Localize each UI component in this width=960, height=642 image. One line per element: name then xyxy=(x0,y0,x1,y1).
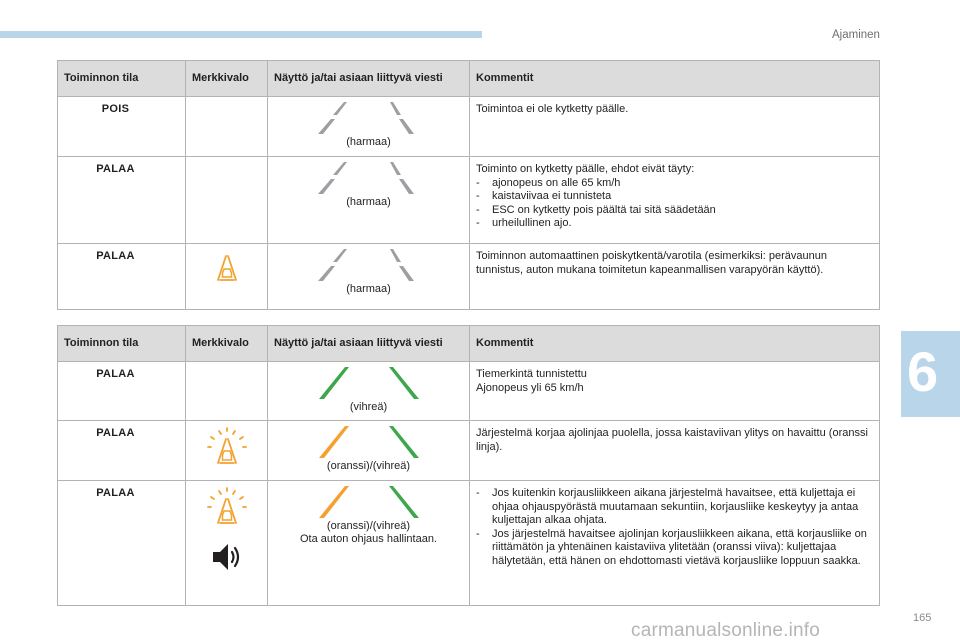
lane-lines-grey-icon xyxy=(314,161,424,195)
list-item: - kaistaviivaa ei tunnisteta xyxy=(476,190,873,204)
table-row xyxy=(58,481,880,606)
state-label: PALAA xyxy=(96,487,135,499)
comment-list xyxy=(476,487,873,568)
comment-cell xyxy=(470,481,880,606)
column-header-state: Toiminnon tila xyxy=(58,326,186,362)
list-item: - Jos kuitenkin korjausliikkeen aikana järjestelmä havaitsee, että kuljettaja ei ohjaa ohjauspyörästä muutamaan sekuntiin, korjausliike keskeytyy ja antaa kuljettajan alkaa ohjata. xyxy=(476,487,873,528)
list-item: - urheilullinen ajo. xyxy=(476,217,873,231)
column-header-display: Näyttö ja/tai asiaan liittyvä viesti xyxy=(268,61,470,97)
display-caption: (harmaa) xyxy=(346,196,391,208)
state-label: POIS xyxy=(101,103,130,115)
lane-lines-green-icon xyxy=(314,366,424,400)
table-header-row xyxy=(58,326,880,362)
comment-line: Ajonopeus yli 65 km/h xyxy=(476,381,584,394)
display-caption: (vihreä) xyxy=(349,401,388,413)
table-row xyxy=(58,421,880,481)
page-number: 165 xyxy=(913,612,932,624)
list-item: - ESC on kytketty pois päältä tai sitä säädetään xyxy=(476,204,873,218)
section-title: Ajaminen xyxy=(832,29,880,41)
table-row xyxy=(58,97,880,157)
status-table-1 xyxy=(57,60,880,310)
lane-lines-orange-green-icon xyxy=(314,425,424,459)
display-caption: (oranssi)/(vihreä) xyxy=(326,520,411,532)
comment-cell xyxy=(470,362,880,421)
header-bar xyxy=(0,31,482,38)
status-table-2 xyxy=(57,325,880,606)
indicator-cell-empty xyxy=(186,362,268,421)
column-header-comments: Kommentit xyxy=(470,61,880,97)
state-label: PALAA xyxy=(96,368,135,380)
list-item: - ajonopeus on alle 65 km/h xyxy=(476,177,873,191)
comment-cell: Toimintoa ei ole kytketty päälle. xyxy=(470,97,880,157)
column-header-display: Näyttö ja/tai asiaan liittyvä viesti xyxy=(268,326,470,362)
display-message: Ota auton ohjaus hallintaan. xyxy=(300,533,437,545)
lane-warning-icon xyxy=(209,250,245,284)
watermark: carmanualsonline.info xyxy=(631,620,821,641)
column-header-indicator: Merkkivalo xyxy=(186,326,268,362)
column-header-state: Toiminnon tila xyxy=(58,61,186,97)
lane-active-warning-icon xyxy=(205,487,249,527)
comment-text: Toiminto on kytketty päälle, ehdot eivät täyty: xyxy=(476,163,695,175)
list-item: - Jos järjestelmä havaitsee ajolinjan korjausliikkeen aikana, että korjausliike on riittämätön ja yhtenäinen kaistaviiva ylitetään (oranssi viiva): kuljettajaa hälytetään, että hänen on ehdottomasti vietävä korjausliike loppuun saakka. xyxy=(476,528,873,569)
table-header-row xyxy=(58,61,880,97)
table-row xyxy=(58,157,880,244)
table-row xyxy=(58,362,880,421)
lane-lines-grey-icon xyxy=(314,101,424,135)
chapter-tab xyxy=(901,331,960,417)
table-row xyxy=(58,244,880,310)
column-header-comments: Kommentit xyxy=(470,326,880,362)
comment-line: Tiemerkintä tunnistettu xyxy=(476,368,587,380)
column-header-indicator: Merkkivalo xyxy=(186,61,268,97)
display-caption: (oranssi)/(vihreä) xyxy=(326,460,411,472)
comment-cell: Järjestelmä korjaa ajolinjaa puolella, jossa kaistaviivan ylitys on havaittu (oranssi linja). xyxy=(470,421,880,481)
speaker-icon xyxy=(210,541,244,573)
state-label: PALAA xyxy=(96,250,135,262)
state-label: PALAA xyxy=(96,163,135,175)
comment-list xyxy=(476,177,873,231)
lane-lines-grey-icon xyxy=(314,248,424,282)
chapter-number: 6 xyxy=(907,340,939,403)
lane-lines-orange-green-icon xyxy=(314,485,424,519)
display-caption: (harmaa) xyxy=(346,283,391,295)
comment-cell: Toiminnon automaattinen poiskytkentä/varotila (esimerkiksi: perävaunun tunnistus, auton mukana toimitetun kapeanmallisen varapyörän käyttö). xyxy=(470,244,880,310)
indicator-cell-empty xyxy=(186,157,268,244)
state-label: PALAA xyxy=(96,427,135,439)
indicator-cell-empty xyxy=(186,97,268,157)
comment-cell xyxy=(470,157,880,244)
lane-active-warning-icon xyxy=(205,427,249,467)
display-caption: (harmaa) xyxy=(346,136,391,148)
